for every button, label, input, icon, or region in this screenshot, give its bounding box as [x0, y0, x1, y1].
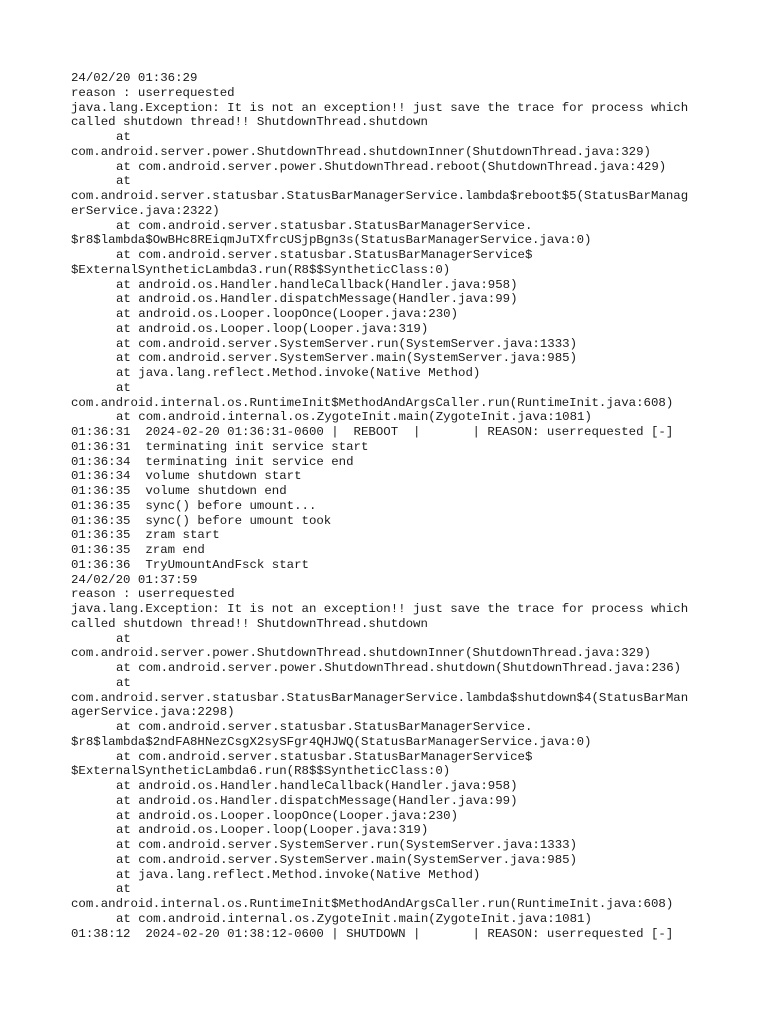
log-line-text: at android.os.Looper.loopOnce(Looper.java:230): [116, 808, 459, 823]
log-line-text: java.lang.Exception: It is not an exception!! just save the trace for process which: [71, 602, 689, 616]
log-line: [71, 86, 711, 101]
log-line: [71, 130, 711, 145]
log-line: [71, 514, 711, 529]
log-line: [71, 425, 711, 440]
log-line-text: at: [116, 130, 131, 144]
log-line-text: reason : userrequested: [71, 85, 235, 100]
log-line-text: 01:36:31 2024-02-20 01:36:31-0600 | REBOOT | | REASON: userrequested [-]: [71, 425, 674, 439]
log-line-text: called shutdown thread!! ShutdownThread.shutdown: [71, 115, 428, 130]
log-line: [71, 322, 711, 337]
log-line: [71, 779, 711, 794]
log-line: [71, 646, 711, 661]
log-line: [71, 558, 711, 573]
log-line-text: at: [116, 631, 131, 646]
log-line-text: 24/02/20 01:36:29: [71, 71, 198, 85]
log-line-text: 01:36:35 sync() before umount took: [71, 513, 332, 528]
log-line-text: agerService.java:2298): [71, 705, 235, 720]
log-line-text: 01:36:35 sync() before umount...: [71, 498, 317, 513]
log-line: [71, 602, 711, 617]
log-line-text: $r8$lambda$OwBHc8REiqmJuTXfrcUSjpBgn3s(StatusBarManagerService.java:0): [71, 233, 592, 248]
log-line-text: at com.android.server.statusbar.StatusBarManagerService.: [116, 720, 533, 734]
log-line-text: 24/02/20 01:37:59: [71, 572, 198, 587]
log-line: [71, 897, 711, 912]
log-line-text: at android.os.Handler.dispatchMessage(Handler.java:99): [116, 292, 518, 307]
log-line: [71, 484, 711, 499]
log-line-text: $ExternalSyntheticLambda3.run(R8$$SyntheticClass:0): [71, 262, 451, 277]
log-line-text: at com.android.server.statusbar.StatusBarManagerService$: [116, 248, 533, 262]
log-line-text: at java.lang.reflect.Method.invoke(Native Method): [116, 867, 481, 882]
log-line-text: 01:36:35 volume shutdown end: [71, 484, 287, 498]
log-line: [71, 381, 711, 396]
log-line-text: com.android.internal.os.RuntimeInit$MethodAndArgsCaller.run(RuntimeInit.java:608): [71, 395, 674, 410]
log-line: [71, 528, 711, 543]
log-line-text: at com.android.server.statusbar.StatusBarManagerService.: [116, 218, 533, 233]
log-line: [71, 189, 711, 204]
log-line-text: at: [116, 882, 131, 897]
log-line-text: called shutdown thread!! ShutdownThread.shutdown: [71, 616, 428, 631]
log-line: [71, 396, 711, 411]
log-line: [71, 720, 711, 735]
log-line: [71, 868, 711, 883]
log-line: [71, 882, 711, 897]
log-line: [71, 735, 711, 750]
log-line-text: at: [116, 675, 131, 690]
log-line-text: at com.android.server.power.ShutdownThread.shutdown(ShutdownThread.java:236): [116, 661, 682, 675]
log-line: [71, 705, 711, 720]
log-line-text: com.android.server.statusbar.StatusBarManagerService.lambda$reboot$5(StatusBarManag: [71, 189, 689, 203]
log-line: [71, 927, 711, 942]
log-line-text: reason : userrequested: [71, 587, 235, 602]
log-line-text: at com.android.server.power.ShutdownThread.reboot(ShutdownThread.java:429): [116, 159, 667, 174]
log-line: [71, 337, 711, 352]
log-line-text: java.lang.Exception: It is not an exception!! just save the trace for process which: [71, 100, 689, 115]
log-line-text: at com.android.server.SystemServer.run(SystemServer.java:1333): [116, 336, 578, 351]
log-line: [71, 410, 711, 425]
log-line-text: at android.os.Handler.handleCallback(Handler.java:958): [116, 277, 518, 292]
log-line-text: at com.android.server.statusbar.StatusBarManagerService$: [116, 749, 533, 764]
log-line-text: at com.android.server.SystemServer.main(SystemServer.java:985): [116, 852, 578, 867]
log-line: [71, 278, 711, 293]
log-line: [71, 248, 711, 263]
log-line-text: 01:36:35 zram start: [71, 528, 220, 543]
log-line: [71, 632, 711, 647]
log-line: [71, 543, 711, 558]
log-line-text: 01:36:34 terminating init service end: [71, 454, 354, 469]
log-line: [71, 292, 711, 307]
log-line: [71, 440, 711, 455]
log-line: [71, 469, 711, 484]
log-line: [71, 691, 711, 706]
log-line-text: at com.android.server.SystemServer.run(SystemServer.java:1333): [116, 838, 578, 852]
log-line: [71, 366, 711, 381]
log-line-text: at android.os.Handler.dispatchMessage(Handler.java:99): [116, 793, 518, 808]
log-line: [71, 587, 711, 602]
log-line: [71, 617, 711, 632]
log-line: [71, 794, 711, 809]
log-line: [71, 455, 711, 470]
log-line: [71, 71, 711, 86]
log-line: [71, 160, 711, 175]
log-line-text: 01:38:12 2024-02-20 01:38:12-0600 | SHUTDOWN | | REASON: userrequested [-]: [71, 926, 674, 941]
log-line: [71, 101, 711, 116]
log-line: [71, 764, 711, 779]
log-line-text: at android.os.Looper.loopOnce(Looper.java:230): [116, 307, 459, 321]
log-line: [71, 263, 711, 278]
log-line-text: at android.os.Looper.loop(Looper.java:319): [116, 823, 429, 838]
log-line-text: 01:36:36 TryUmountAndFsck start: [71, 557, 309, 572]
log-line: [71, 115, 711, 130]
log-line-text: at android.os.Looper.loop(Looper.java:319): [116, 321, 429, 336]
log-line: [71, 145, 711, 160]
log-line: [71, 823, 711, 838]
log-line: [71, 809, 711, 824]
log-line-text: at android.os.Handler.handleCallback(Handler.java:958): [116, 779, 518, 793]
log-line-text: com.android.internal.os.RuntimeInit$MethodAndArgsCaller.run(RuntimeInit.java:608): [71, 897, 674, 911]
log-line-text: at java.lang.reflect.Method.invoke(Native Method): [116, 366, 481, 380]
log-line: [71, 573, 711, 588]
log-line: [71, 661, 711, 676]
log-line: [71, 499, 711, 514]
log-line: [71, 853, 711, 868]
log-line-text: at com.android.internal.os.ZygoteInit.main(ZygoteInit.java:1081): [116, 911, 592, 926]
log-line-text: 01:36:34 volume shutdown start: [71, 469, 302, 484]
log-line: [71, 838, 711, 853]
log-line-text: com.android.server.statusbar.StatusBarManagerService.lambda$shutdown$4(StatusBarMan: [71, 690, 689, 705]
log-line: [71, 750, 711, 765]
log-line: [71, 912, 711, 927]
log-line-text: com.android.server.power.ShutdownThread.shutdownInner(ShutdownThread.java:329): [71, 646, 651, 661]
log-line: [71, 233, 711, 248]
log-line-text: erService.java:2322): [71, 203, 220, 218]
log-line: [71, 351, 711, 366]
log-line-text: at: [116, 174, 131, 189]
log-line-text: $ExternalSyntheticLambda6.run(R8$$SyntheticClass:0): [71, 764, 451, 779]
log-line: [71, 174, 711, 189]
log-line-text: at: [116, 380, 131, 395]
log-line-text: $r8$lambda$2ndFA8HNezCsgX2sySFgr4QHJWQ(StatusBarManagerService.java:0): [71, 734, 592, 749]
log-line: [71, 219, 711, 234]
log-line-text: 01:36:35 zram end: [71, 543, 205, 557]
log-line-text: at com.android.internal.os.ZygoteInit.main(ZygoteInit.java:1081): [116, 410, 592, 425]
log-document: [71, 71, 711, 941]
log-line-text: 01:36:31 terminating init service start: [71, 439, 369, 454]
log-line-text: com.android.server.power.ShutdownThread.shutdownInner(ShutdownThread.java:329): [71, 144, 651, 159]
log-line: [71, 307, 711, 322]
log-line-text: at com.android.server.SystemServer.main(SystemServer.java:985): [116, 351, 578, 366]
log-line: [71, 204, 711, 219]
log-line: [71, 676, 711, 691]
